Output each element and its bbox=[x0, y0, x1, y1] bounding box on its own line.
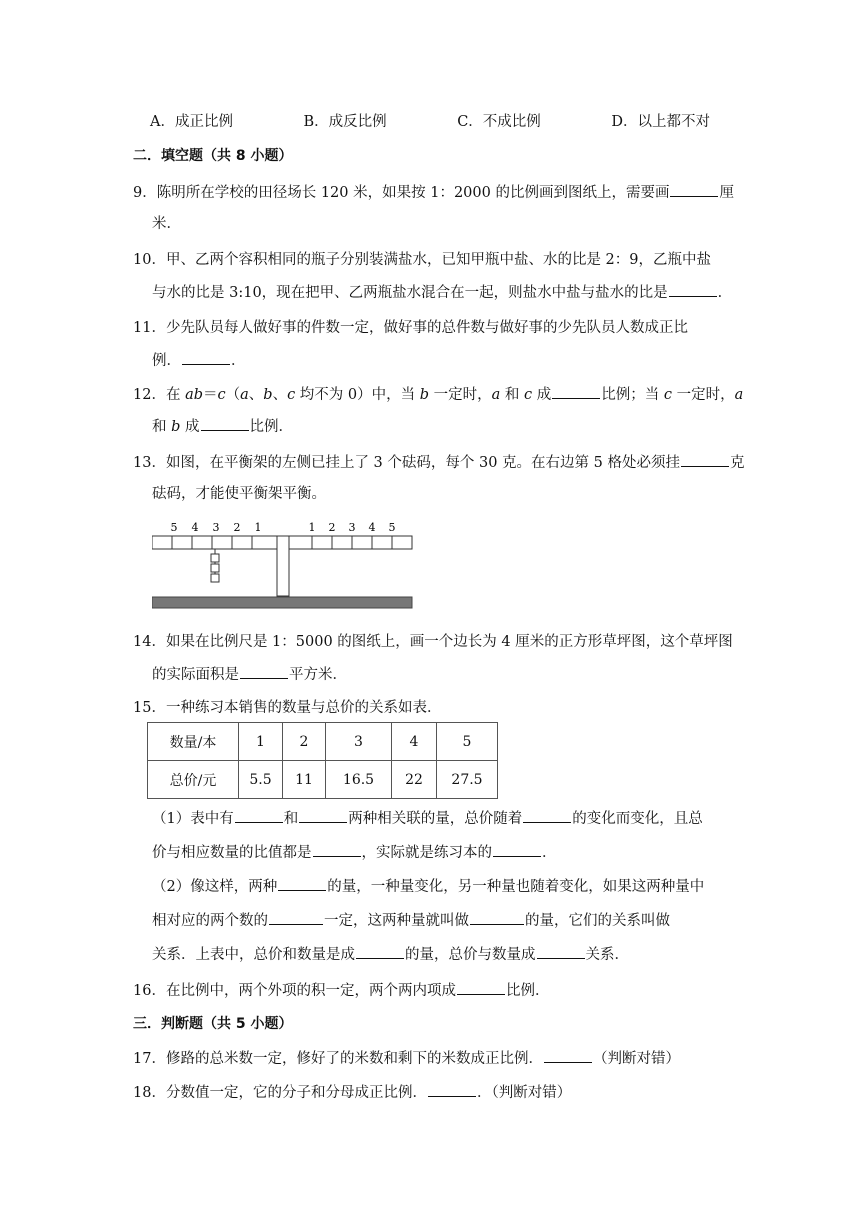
question-15-part-2-line-1: （2）像这样，两种 的量，一种量变化，另一种量也随着变化，如果这两种量中 bbox=[152, 876, 704, 897]
answer-blank[interactable] bbox=[493, 842, 541, 857]
answer-blank[interactable] bbox=[278, 876, 326, 891]
table-row bbox=[148, 761, 498, 799]
question-15-part-1-line-1: （1）表中有 和 两种相关联的量，总价随着 的变化而变化，且总 bbox=[152, 808, 703, 829]
balance-figure bbox=[152, 520, 416, 612]
question-17: 17．修路的总米数一定，修好了的米数和剩下的米数成正比例． （判断对错） bbox=[133, 1048, 680, 1069]
table-cell: 16.5 bbox=[326, 761, 392, 799]
answer-blank[interactable] bbox=[669, 282, 717, 297]
question-15-part-2-line-2: 相对应的两个数的 一定，这两种量就叫做 的量，它们的关系叫做 bbox=[152, 910, 670, 931]
beam-label: 4 bbox=[191, 521, 199, 534]
answer-blank[interactable] bbox=[235, 808, 283, 823]
question-11-line-2: 例． ． bbox=[152, 350, 246, 371]
choice-c: C．不成比例 bbox=[457, 114, 541, 130]
beam-label: 1 bbox=[254, 521, 262, 534]
section-title-judgment: 三．判断题（共 5 小题） bbox=[133, 1016, 293, 1032]
table-cell: 数量/本 bbox=[148, 723, 239, 761]
weight bbox=[211, 554, 219, 562]
answer-blank[interactable] bbox=[457, 980, 505, 995]
answer-blank[interactable] bbox=[428, 1082, 476, 1097]
table-cell: 1 bbox=[239, 723, 283, 761]
answer-blank[interactable] bbox=[470, 910, 524, 925]
beam-label: 3 bbox=[348, 521, 356, 534]
table-cell: 2 bbox=[283, 723, 326, 761]
beam-label: 4 bbox=[368, 521, 376, 534]
question-14-line-1: 14．如果在比例尺是 1：5000 的图纸上，画一个边长为 4 厘米的正方形草坪图，这个草坪图 bbox=[133, 634, 733, 650]
question-18: 18．分数值一定，它的分子和分母成正比例． ．（判断对错） bbox=[133, 1082, 571, 1103]
beam-label: 1 bbox=[308, 521, 316, 534]
table-cell: 5 bbox=[437, 723, 498, 761]
question-12-line-2: 和 b 成 比例． bbox=[152, 416, 293, 437]
table-cell: 27.5 bbox=[437, 761, 498, 799]
beam-label: 3 bbox=[212, 521, 220, 534]
question-16: 16．在比例中，两个外项的积一定，两个两内项成 比例． bbox=[133, 980, 549, 1001]
choice-b: B．成反比例 bbox=[303, 114, 387, 130]
answer-blank[interactable] bbox=[552, 384, 600, 399]
answer-blank[interactable] bbox=[201, 416, 249, 431]
answer-blank[interactable] bbox=[356, 944, 404, 959]
table-cell: 11 bbox=[283, 761, 326, 799]
table-cell: 5.5 bbox=[239, 761, 283, 799]
choice-a: A．成正比例 bbox=[150, 114, 233, 130]
table-cell: 22 bbox=[392, 761, 437, 799]
answer-blank[interactable] bbox=[269, 910, 323, 925]
answer-blank[interactable] bbox=[537, 944, 585, 959]
quantity-price-table bbox=[147, 722, 498, 799]
question-15-intro: 15．一种练习本销售的数量与总价的关系如表． bbox=[133, 700, 442, 716]
answer-blank[interactable] bbox=[299, 808, 347, 823]
question-9-line-2: 米． bbox=[152, 216, 181, 232]
answer-blank[interactable] bbox=[523, 808, 571, 823]
beam-label: 5 bbox=[388, 521, 396, 534]
table-cell: 3 bbox=[326, 723, 392, 761]
question-13-line-1: 13．如图，在平衡架的左侧已挂上了 3 个砝码，每个 30 克。在右边第 5 格处必须挂 克 bbox=[133, 452, 745, 473]
question-13-line-2: 砝码，才能使平衡架平衡。 bbox=[152, 486, 326, 502]
answer-blank[interactable] bbox=[240, 664, 288, 679]
section-title-fill-in: 二．填空题（共 8 小题） bbox=[133, 148, 293, 164]
answer-blank[interactable] bbox=[182, 350, 230, 365]
beam-label: 2 bbox=[328, 521, 336, 534]
answer-blank[interactable] bbox=[681, 452, 729, 467]
choice-d: D．以上都不对 bbox=[611, 114, 710, 130]
question-15-part-2-line-3: 关系．上表中，总价和数量是成 的量，总价与数量成 关系． bbox=[152, 944, 629, 965]
answer-blank[interactable] bbox=[544, 1048, 592, 1063]
question-14-line-2: 的实际面积是 平方米． bbox=[152, 664, 347, 685]
question-12-line-1: 12．在 ab＝c（a、b、c 均不为 0）中，当 b 一定时，a 和 c 成 比例；当 c 一定时，a bbox=[133, 384, 743, 405]
choice-row bbox=[150, 112, 710, 132]
question-9-line-1: 9．陈明所在学校的田径场长 120 米，如果按 1：2000 的比例画到图纸上，需要画 厘 bbox=[133, 182, 734, 203]
question-15-part-1-line-2: 价与相应数量的比值都是 ，实际就是练习本的 ． bbox=[152, 842, 557, 863]
table-row bbox=[148, 723, 498, 761]
question-10-line-1: 10．甲、乙两个容积相同的瓶子分别装满盐水，已知甲瓶中盐、水的比是 2：9，乙瓶中盐 bbox=[133, 252, 712, 268]
weight bbox=[211, 574, 219, 582]
table-cell: 4 bbox=[392, 723, 437, 761]
question-11-line-1: 11．少先队员每人做好事的件数一定，做好事的总件数与做好事的少先队员人数成正比 bbox=[133, 320, 688, 336]
answer-blank[interactable] bbox=[670, 182, 718, 197]
table-cell: 总价/元 bbox=[148, 761, 239, 799]
answer-blank[interactable] bbox=[313, 842, 361, 857]
beam-label: 5 bbox=[170, 521, 178, 534]
beam-label: 2 bbox=[233, 521, 241, 534]
question-10-line-2: 与水的比是 3:10，现在把甲、乙两瓶盐水混合在一起，则盐水中盐与盐水的比是 ． bbox=[152, 282, 732, 303]
weight bbox=[211, 564, 219, 572]
